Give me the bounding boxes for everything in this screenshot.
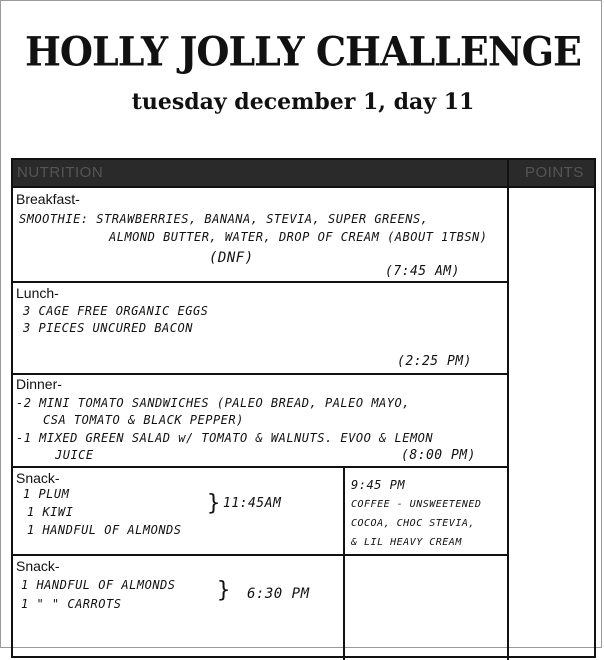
dinner-label: Dinner-	[16, 376, 62, 392]
nutrition-table	[11, 158, 596, 658]
row-divider	[13, 281, 507, 283]
snack-1-right-time: 9:45 PM	[351, 478, 406, 492]
snack-1-time: 11:45AM	[223, 496, 282, 511]
lunch-time: (2:25 PM)	[397, 354, 472, 369]
breakfast-time: (7:45 AM)	[385, 264, 460, 279]
snack-1-right-line-2: COCOA, CHOC STEVIA,	[351, 518, 475, 529]
header-points: POINTS	[525, 164, 584, 181]
row-divider	[13, 373, 507, 375]
header-nutrition: NUTRITION	[17, 164, 104, 181]
lunch-line-2: 3 PIECES UNCURED BACON	[23, 321, 193, 335]
snack-2-time: 6:30 PM	[247, 586, 310, 602]
snack-2-line-2: 1 " " CARROTS	[21, 597, 122, 611]
snack-1-line-3: 1 HANDFUL OF ALMONDS	[27, 523, 182, 537]
dinner-line-4: JUICE	[55, 448, 94, 462]
dinner-time: (8:00 PM)	[401, 448, 476, 463]
lunch-line-1: 3 CAGE FREE ORGANIC EGGS	[23, 304, 209, 318]
snack-2-label: Snack-	[16, 558, 60, 574]
snack-1-right-line-3: & LIL HEAVY CREAM	[351, 537, 462, 548]
snack-1-label: Snack-	[16, 470, 60, 486]
page-title: HOLLY JOLLY CHALLENGE	[25, 27, 581, 76]
row-divider	[13, 466, 507, 468]
snack-split-divider	[343, 466, 345, 660]
snack-1-line-1: 1 PLUM	[23, 487, 70, 501]
breakfast-label: Breakfast-	[16, 191, 80, 207]
snack-1-right-line-1: COFFEE - UNSWEETENED	[351, 499, 482, 510]
snack-2-line-1: 1 HANDFUL OF ALMONDS	[21, 578, 176, 592]
snack-2-brace: }	[217, 578, 231, 603]
snack-1-line-2: 1 KIWI	[27, 505, 74, 519]
snack-1-brace: }	[207, 491, 221, 516]
points-column-divider	[507, 160, 509, 660]
breakfast-line-2: ALMOND BUTTER, WATER, DROP OF CREAM (ABOUT 1TBSN)	[109, 230, 488, 244]
lunch-label: Lunch-	[16, 285, 59, 301]
dinner-line-1: -2 MINI TOMATO SANDWICHES (PALEO BREAD, PALEO MAYO,	[16, 396, 410, 410]
dinner-line-3: -1 MIXED GREEN SALAD w/ TOMATO & WALNUTS. EVOO & LEMON	[16, 431, 434, 445]
breakfast-note: (DNF)	[209, 250, 254, 266]
breakfast-line-1: SMOOTHIE: STRAWBERRIES, BANANA, STEVIA, SUPER GREENS,	[19, 212, 429, 226]
page-subtitle: tuesday december 1, day 11	[131, 89, 475, 115]
dinner-line-2: CSA TOMATO & BLACK PEPPER)	[43, 413, 244, 427]
row-divider	[13, 554, 507, 556]
